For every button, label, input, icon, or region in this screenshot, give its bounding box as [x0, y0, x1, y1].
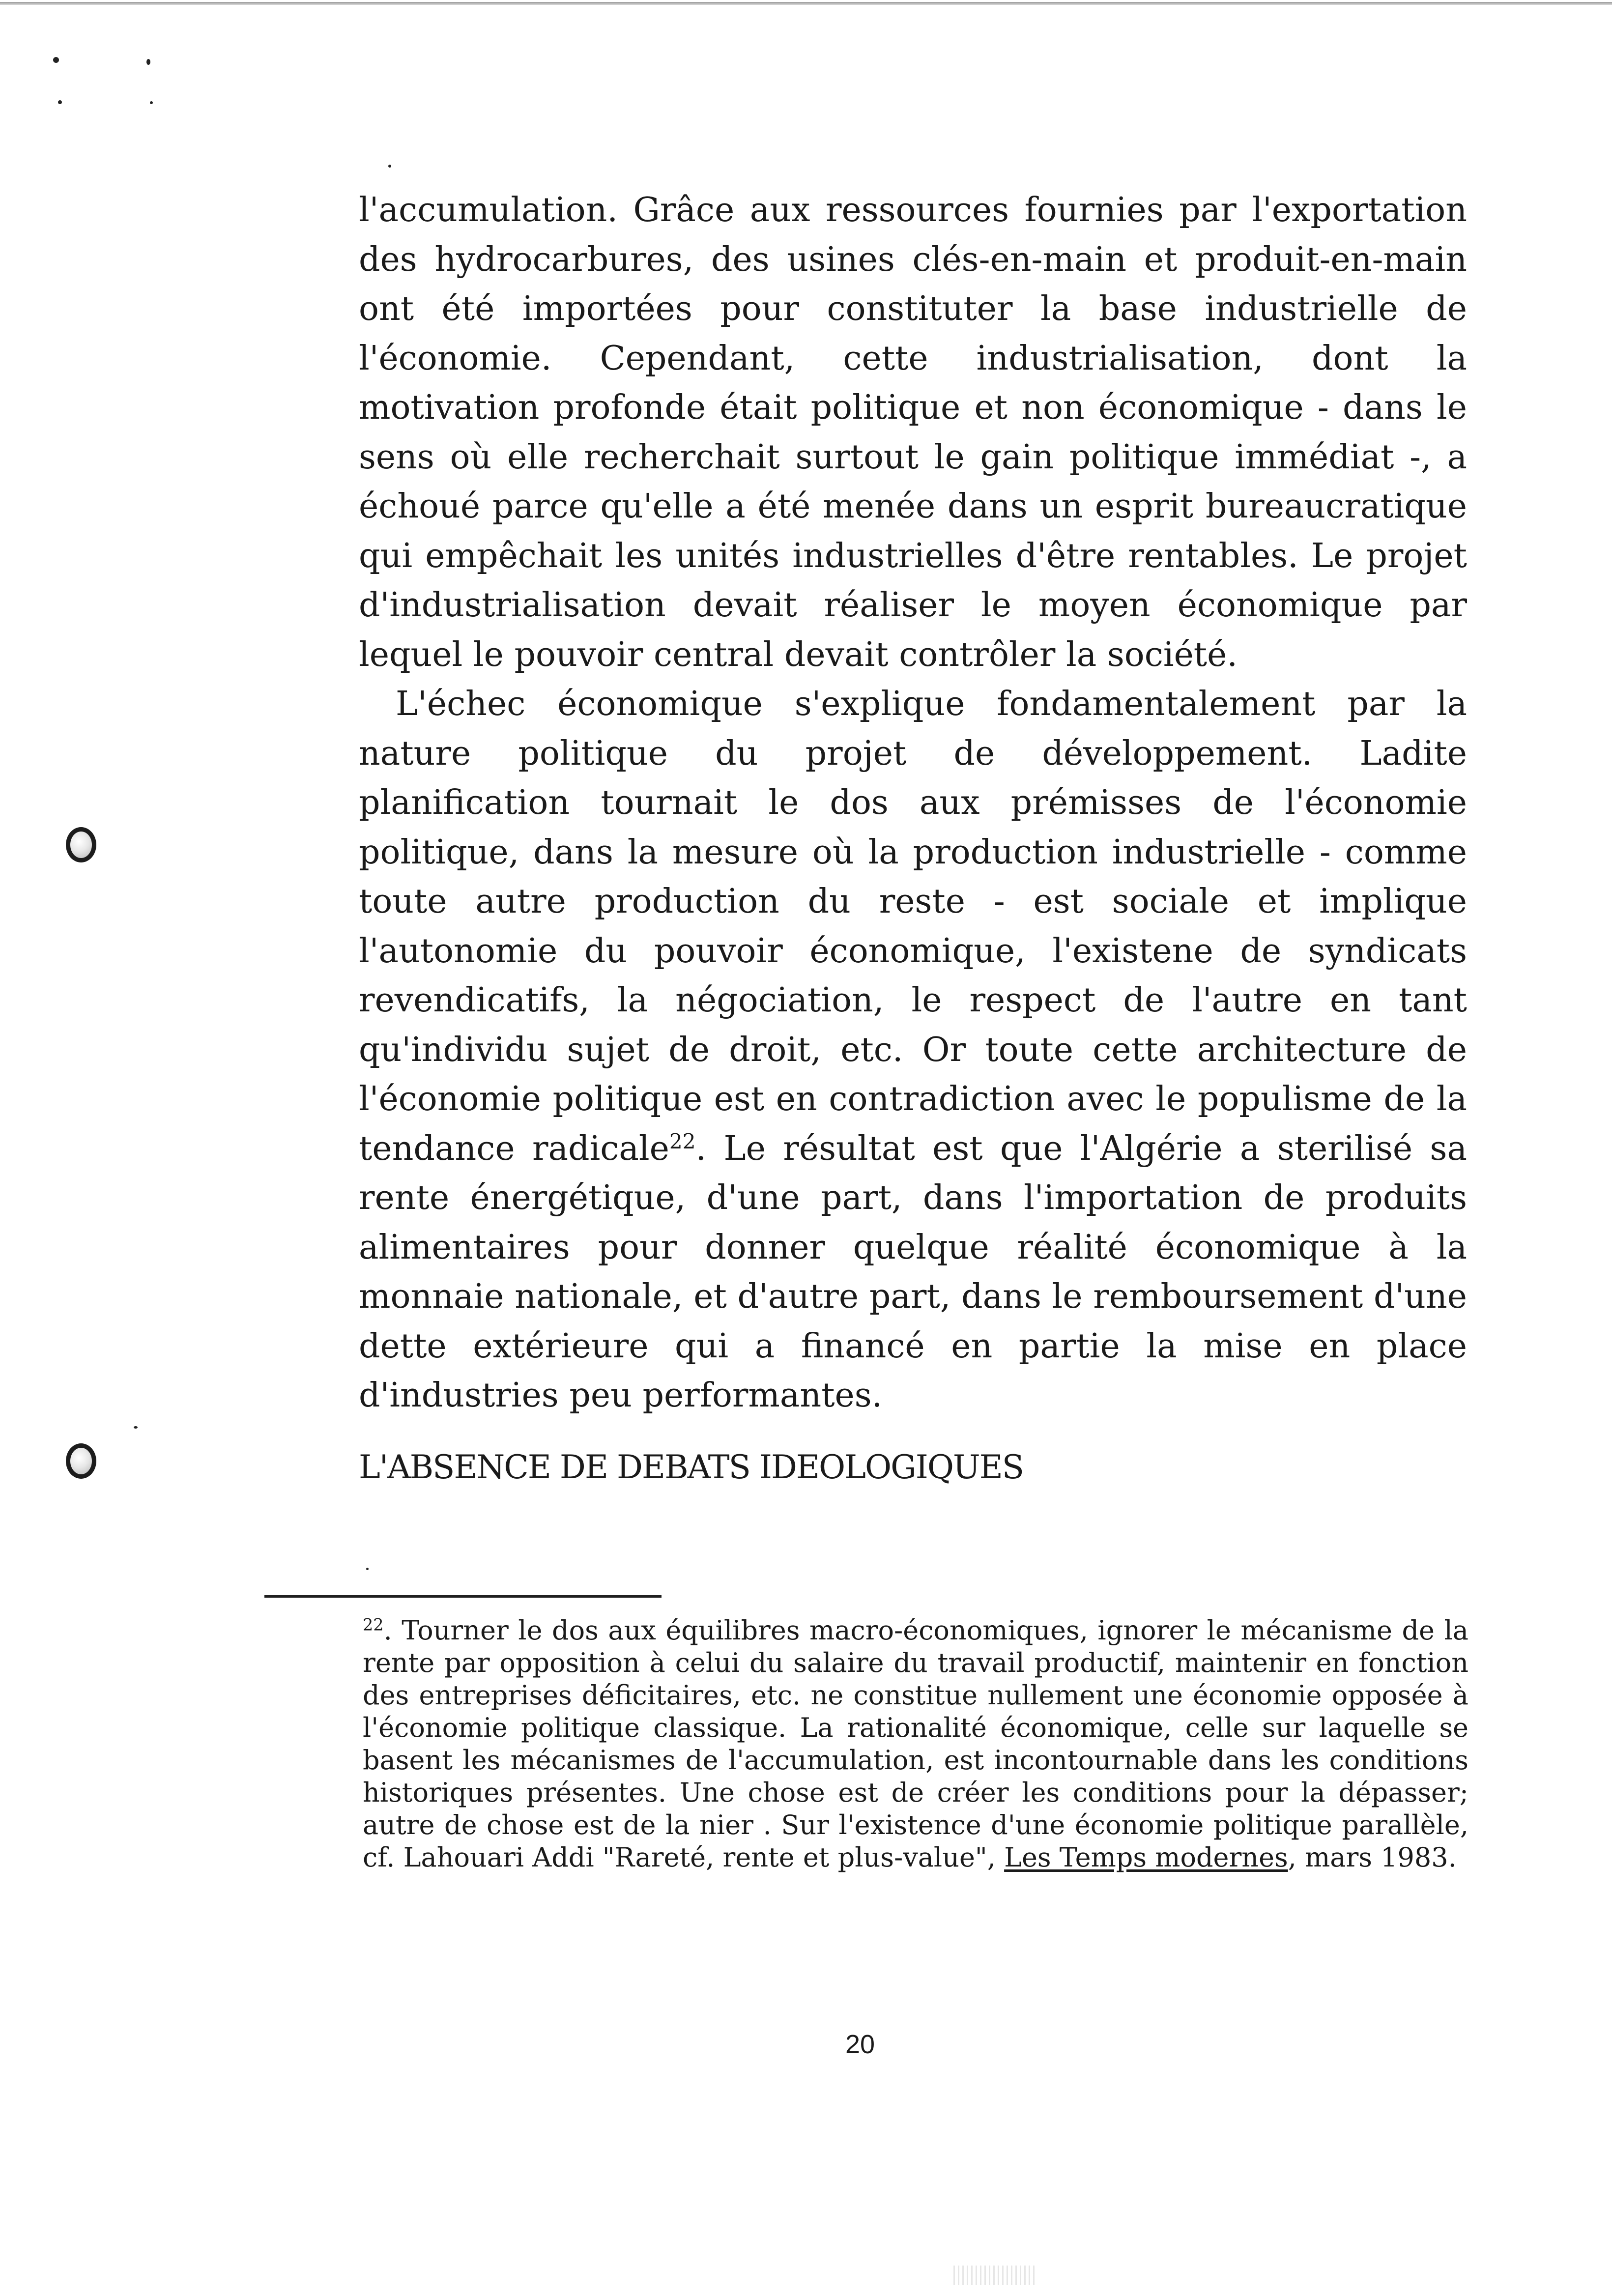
scan-speck: [388, 165, 391, 168]
paragraph-2-text: L'échec économique s'explique fondamentalement par la nature politique du projet de développement. Ladite planification tournait le dos aux prémisses de l'économie politique, dans la mesure où la production industrielle - comme toute autre production du reste - est sociale et implique l'autonomie du pouvoir économique, l'existene de syndicats revendicatifs, la négociation, le respect de l'autre en tant qu'individu sujet de droit, etc. Or toute cette architecture de l'économie politique est en contradiction avec le populisme de la tendance radicale: [359, 685, 1467, 1168]
binder-hole-lower: [66, 1443, 96, 1479]
footnote-source-date: , mars 1983.: [1288, 1842, 1457, 1873]
binder-hole-upper: [66, 827, 96, 862]
footnote-text: . Tourner le dos aux équilibres macro-économiques, ignorer le mécanisme de la rente par opposition à celui du salaire du travail productif, maintenir en fonction des entreprises déficitaires, etc. ne constitue nullement une économie opposée à l'économie politique classique. La rationalité économique, celle sur laquelle se basent les mécanismes de l'accumulation, est incontournable dans les conditions historiques présentes. Une chose est de créer les conditions pour la dépasser; autre de chose est de la nier . Sur l'existence d'une économie politique parallèle, cf. Lahouari Addi "Rareté, rente et plus-value",: [363, 1615, 1468, 1873]
scan-speck: [146, 59, 150, 65]
paragraph-2-continuation: . Le résultat est que l'Algérie a sterilisé sa rente énergétique, d'une part, dans l'importation de produits alimentaires pour donner quelque réalité économique à la monnaie nationale, et d'autre part, dans le remboursement d'une dette extérieure qui a financé en partie la mise en place d'industries peu performantes.: [359, 1129, 1467, 1415]
paragraph-2: [359, 680, 1467, 1421]
paragraph-1: l'accumulation. Grâce aux ressources fournies par l'exportation des hydrocarbures, des usines clés-en-main et produit-en-main ont été importées pour constituter la base industrielle de l'économie. Cependant, cette industrialisation, dont la motivation profonde était politique et non économique - dans le sens où elle recherchait surtout le gain politique immédiat -, a échoué parce qu'elle a été menée dans un esprit bureaucratique qui empêchait les unités industrielles d'être rentables. Le projet d'industrialisation devait réaliser le moyen économique par lequel le pouvoir central devait contrôler la société.: [359, 191, 1467, 674]
page-number: 20: [845, 2030, 875, 2059]
footnote-separator: [264, 1595, 662, 1598]
scan-speck: [58, 100, 62, 104]
scan-speck: [366, 1568, 369, 1570]
scan-noise: [953, 2266, 1037, 2285]
footnote-reference: 22: [669, 1129, 696, 1153]
scan-speck: [150, 101, 153, 104]
scan-speck: [53, 57, 59, 63]
main-text: [359, 186, 1467, 1421]
footnote-number: 22: [363, 1615, 384, 1635]
section-heading: L'ABSENCE DE DEBATS IDEOLOGIQUES: [359, 1448, 1024, 1486]
scan-speck: [134, 1426, 138, 1429]
footnote-source-title: Les Temps modernes: [1004, 1842, 1288, 1873]
scan-top-edge: [0, 2, 1612, 5]
footnote: [363, 1614, 1468, 1874]
